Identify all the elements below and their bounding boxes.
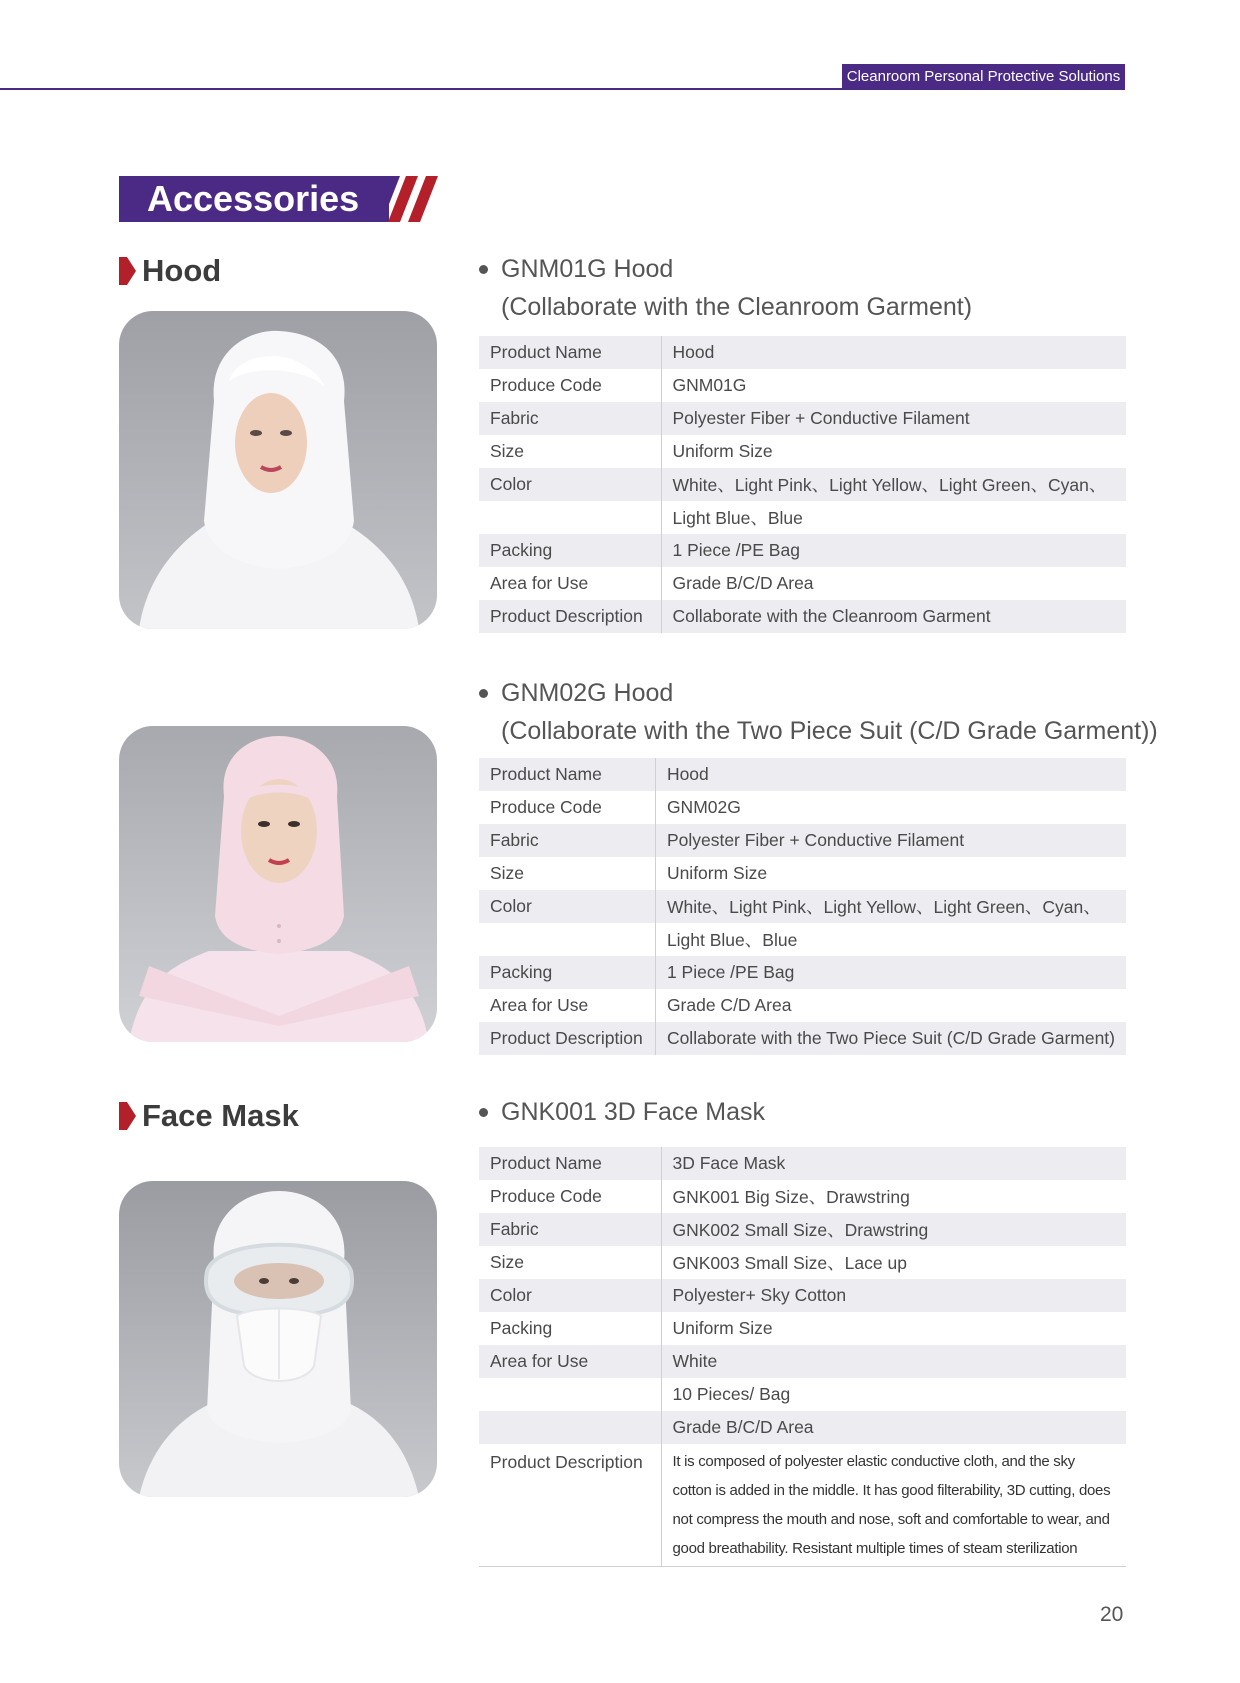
table-row [479, 857, 1126, 890]
header-banner: Cleanroom Personal Protective Solutions [842, 64, 1125, 90]
product-title-gnm02g [479, 674, 1158, 750]
spec-label: Product Description [479, 1022, 655, 1055]
category-heading-hood [119, 253, 221, 289]
section-title: Accessories [119, 176, 389, 222]
spec-label: Area for Use [479, 567, 661, 600]
spec-value: Hood [661, 336, 1126, 369]
spec-label: Product Name [479, 758, 655, 791]
decorative-slashes [370, 176, 445, 222]
table-row [479, 1312, 1126, 1345]
spec-label: Produce Code [479, 791, 655, 824]
table-row [479, 402, 1126, 435]
table-row [479, 1345, 1126, 1378]
spec-label: Size [479, 857, 655, 890]
product-photo-gnk001 [119, 1181, 437, 1497]
product-title-gnm01g [479, 250, 972, 326]
spec-label: Product Description [479, 600, 661, 633]
spec-label: Color [479, 890, 655, 923]
spec-label: Size [479, 435, 661, 468]
hood-pink-photo [119, 726, 437, 1042]
spec-value: 1 Piece /PE Bag [661, 534, 1126, 567]
page-number: 20 [1100, 1603, 1124, 1626]
hood-white-photo [119, 311, 437, 629]
table-row [479, 1378, 1126, 1411]
product-subtitle: (Collaborate with the Cleanroom Garment) [501, 293, 973, 321]
table-row [479, 1279, 1126, 1312]
spec-value: GNK001 Big Size、Drawstring [672, 1187, 910, 1207]
spec-value: White、Light Pink、Light Yellow、Light Green、Cyan、 [655, 890, 1126, 923]
spec-label: Produce Code [479, 369, 661, 402]
spec-label: Color [479, 1279, 661, 1312]
spec-label: Area for Use [479, 989, 655, 1022]
spec-value: Hood [655, 758, 1126, 791]
spec-label-empty [479, 923, 655, 956]
spec-label-empty [479, 501, 661, 534]
spec-label: Packing [479, 956, 655, 989]
spec-label: Product Name [479, 1147, 661, 1180]
spec-label: Fabric [479, 824, 655, 857]
category-heading-label: Face Mask [142, 1098, 299, 1133]
product-title: GNK001 3D Face Mask [501, 1098, 765, 1126]
table-row [479, 567, 1126, 600]
spec-value: White、Light Pink、Light Yellow、Light Green、Cyan、 [661, 468, 1126, 501]
table-row [479, 501, 1126, 534]
spec-label: Packing [479, 1312, 661, 1345]
product-title: GNM02G Hood [501, 679, 674, 707]
spec-value: Uniform Size [666, 863, 768, 883]
spec-label: Fabric [479, 402, 661, 435]
spec-label: Packing [479, 534, 661, 567]
spec-value: Polyester+ Sky Cotton [661, 1279, 1126, 1312]
table-row [479, 468, 1126, 501]
heading-marker-icon [119, 257, 136, 285]
product-photo-gnm01g [119, 311, 437, 629]
spec-value: Collaborate with the Two Piece Suit (C/D Grade Garment) [655, 1022, 1126, 1055]
category-heading-face-mask [119, 1098, 299, 1134]
spec-value: Light Blue、Blue [666, 930, 798, 950]
spec-table-gnk001 [479, 1147, 1126, 1567]
spec-value: GNK003 Small Size、Lace up [672, 1253, 907, 1273]
spec-value: 3D Face Mask [661, 1147, 1126, 1180]
spec-table-gnm02g [479, 758, 1126, 1055]
spec-value: GNK002 Small Size、Drawstring [661, 1213, 1126, 1246]
product-title-gnk001 [479, 1093, 765, 1131]
product-photo-gnm02g [119, 726, 437, 1042]
spec-value: Grade C/D Area [666, 995, 792, 1015]
spec-label: Produce Code [479, 1180, 661, 1213]
bullet-icon [479, 1108, 488, 1117]
spec-value: GNM01G [672, 375, 747, 395]
table-row [479, 791, 1126, 824]
table-row [479, 1444, 1126, 1567]
table-row [479, 534, 1126, 567]
table-row [479, 1411, 1126, 1444]
spec-value: GNM02G [666, 797, 741, 817]
table-row [479, 435, 1126, 468]
spec-label-empty [479, 1411, 661, 1444]
heading-marker-icon [119, 1102, 136, 1130]
table-row [479, 923, 1126, 956]
product-subtitle: (Collaborate with the Two Piece Suit (C/D Grade Garment)) [501, 717, 1158, 745]
spec-value: Polyester Fiber + Conductive Filament [655, 824, 1126, 857]
face-mask-photo [119, 1181, 437, 1497]
spec-label: Area for Use [479, 1345, 661, 1378]
table-row [479, 758, 1126, 791]
table-row [479, 1147, 1126, 1180]
table-row [479, 890, 1126, 923]
table-row [479, 1246, 1126, 1279]
spec-value-description: It is composed of polyester elastic conductive cloth, and the sky cotton is added in the middle. It has good filterability, 3D cutting, does not compress the mouth and nose, soft and comfortable to wear, and good breathability. Resistant multiple times of steam sterilization [661, 1444, 1126, 1567]
table-row [479, 1180, 1126, 1213]
bullet-icon [479, 689, 488, 698]
category-heading-label: Hood [142, 253, 222, 288]
spec-label: Color [479, 468, 661, 501]
spec-label: Size [479, 1246, 661, 1279]
spec-label: Fabric [479, 1213, 661, 1246]
spec-value: Uniform Size [672, 441, 773, 461]
table-row [479, 336, 1126, 369]
table-row [479, 989, 1126, 1022]
spec-label-empty [479, 1378, 661, 1411]
spec-value: Uniform Size [672, 1318, 773, 1338]
spec-value: Polyester Fiber + Conductive Filament [661, 402, 1126, 435]
table-row [479, 1022, 1126, 1055]
spec-label: Product Description [479, 1444, 661, 1567]
spec-label: Product Name [479, 336, 661, 369]
bullet-icon [479, 265, 488, 274]
table-row [479, 369, 1126, 402]
table-row [479, 824, 1126, 857]
table-row [479, 1213, 1126, 1246]
spec-value: 1 Piece /PE Bag [655, 956, 1126, 989]
table-row [479, 600, 1126, 633]
table-row [479, 956, 1126, 989]
spec-value: Collaborate with the Cleanroom Garment [661, 600, 1126, 633]
spec-table-gnm01g [479, 336, 1126, 633]
spec-value: Grade B/C/D Area [672, 573, 814, 593]
spec-value: 10 Pieces/ Bag [672, 1384, 791, 1404]
spec-value: White [661, 1345, 1126, 1378]
spec-value: Light Blue、Blue [672, 508, 803, 528]
spec-value: Grade B/C/D Area [661, 1411, 1126, 1444]
product-title: GNM01G Hood [501, 255, 674, 283]
